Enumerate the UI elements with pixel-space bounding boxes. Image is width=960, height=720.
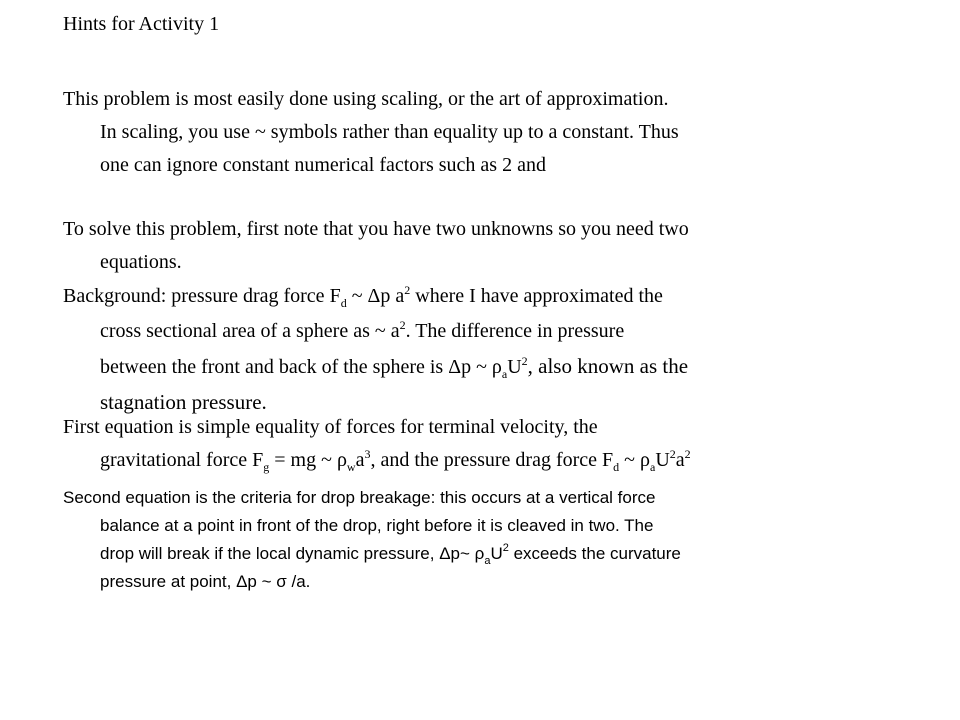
- text-segment: . The difference in pressure: [405, 320, 625, 342]
- superscript: 2: [669, 447, 676, 461]
- text-segment: exceeds the curvature: [508, 544, 681, 563]
- superscript: 2: [399, 318, 406, 332]
- text-line: This problem is most easily done using scaling, or the art of approximation.: [63, 88, 669, 110]
- text-line: In scaling, you use ~ symbols rather than equality up to a constant. Thus: [100, 121, 679, 143]
- superscript: 2: [684, 447, 691, 461]
- text-segment: ~ Δp a: [346, 285, 405, 307]
- text-line: pressure at point, Δp ~ σ /a.: [100, 572, 311, 591]
- subscript: d: [340, 296, 347, 310]
- superscript: 3: [364, 447, 371, 461]
- text-line: [100, 540, 883, 568]
- paragraph-second-equation: [63, 484, 883, 596]
- text-segment: where I have approximated the: [410, 285, 663, 307]
- text-segment: a: [675, 449, 685, 471]
- text-segment: U: [507, 356, 522, 378]
- text-line: stagnation pressure.: [100, 390, 267, 414]
- superscript: 2: [502, 542, 509, 554]
- text-line: First equation is simple equality of forces for terminal velocity, the: [63, 416, 598, 438]
- paragraph-background: [63, 279, 883, 420]
- text-segment: a: [355, 449, 365, 471]
- text-segment: ~: [619, 449, 640, 471]
- text-segment: U: [490, 544, 503, 563]
- text-segment: drop will break if the local dynamic pressure, Δp~ ρ: [100, 544, 485, 563]
- page-title: Hints for Activity 1: [63, 13, 220, 35]
- text-line: [100, 444, 883, 477]
- text-segment: U: [655, 449, 670, 471]
- text-segment: cross sectional area of a sphere as ~ a: [100, 320, 400, 342]
- subscript: d: [613, 460, 620, 474]
- text-line: [100, 349, 883, 385]
- text-line: [100, 314, 883, 349]
- text-segment: between the front and back of the sphere is Δp ~ ρ: [100, 356, 502, 378]
- subscript: w: [346, 460, 356, 474]
- text-segment: ρ: [640, 449, 650, 471]
- superscript: 2: [521, 354, 528, 368]
- text-line: To solve this problem, first note that you have two unknowns so you need two: [63, 218, 689, 240]
- paragraph-scaling: [63, 83, 883, 182]
- subscript: g: [263, 460, 270, 474]
- text-line: Second equation is the criteria for drop breakage: this occurs at a vertical force: [63, 488, 656, 507]
- text-line: [63, 279, 883, 314]
- subscript: a: [649, 460, 656, 474]
- text-line: balance at a point in front of the drop, right before it is cleaved in two. The: [100, 516, 654, 535]
- paragraph-unknowns: [63, 213, 883, 279]
- superscript: 2: [404, 283, 411, 297]
- text-segment: gravitational force F: [100, 449, 264, 471]
- text-line: equations.: [100, 251, 182, 273]
- subscript: a: [484, 555, 491, 567]
- text-segment: = mg ~ ρ: [269, 449, 347, 471]
- text-line: one can ignore constant numerical factors such as 2 and: [100, 154, 546, 176]
- text-segment: Background: pressure drag force F: [63, 285, 341, 307]
- subscript: a: [501, 367, 508, 381]
- text-segment: , and the pressure drag force F: [370, 449, 614, 471]
- text-segment: , also known as the: [527, 354, 689, 378]
- paragraph-first-equation: [63, 411, 883, 477]
